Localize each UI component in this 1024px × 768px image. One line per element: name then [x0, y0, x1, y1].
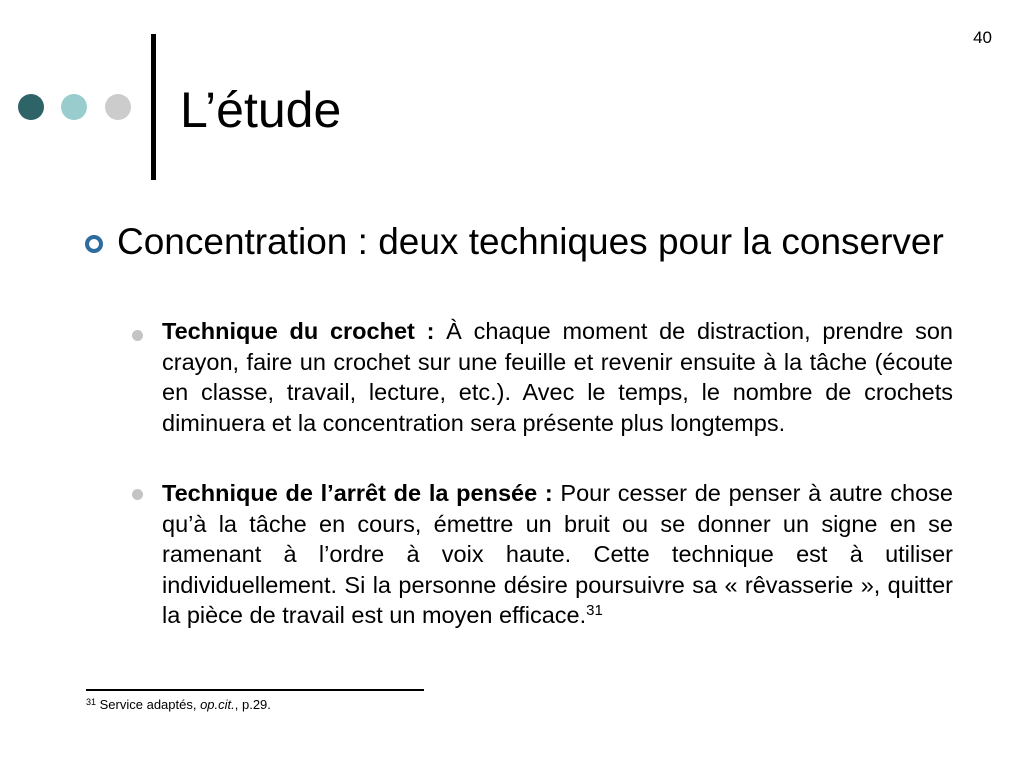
footnote-text-before: Service adaptés, — [96, 697, 201, 712]
technique-arret-pensee — [162, 478, 953, 631]
technique-arret-text: Pour cesser de penser à autre chose qu’à la tâche en cours, émettre un bruit ou se donner un signe en se ramenant à l’ordre à voix haute. Cette technique est à utiliser individuellement. Si la personne désire poursuivre sa « rêvasserie », quitter la pièce de travail est un moyen efficace. — [162, 480, 953, 628]
sub-bullet-icon — [132, 330, 143, 341]
technique-crochet-text: À chaque moment de distraction, prendre son crayon, faire un crochet sur une feuille et revenir ensuite à la tâche (écoute en classe, travail, lecture, etc.). Avec le temps, le nombre de crochets diminuera et la concentration sera présente plus longtemps. — [162, 318, 953, 436]
sub-bullet-icon — [132, 489, 143, 500]
footnote-reference: 31 — [586, 602, 603, 619]
footnote — [86, 697, 271, 713]
title-divider — [151, 34, 156, 180]
footnote-separator — [86, 689, 424, 691]
footnote-text-after: , p.29. — [234, 697, 271, 712]
slide-title: L’étude — [180, 82, 342, 138]
decorative-dot-dark — [18, 94, 44, 120]
technique-crochet — [162, 316, 953, 438]
technique-crochet-label: Technique du crochet : — [162, 318, 435, 344]
slide-number: 40 — [973, 28, 992, 47]
decorative-dot-light — [105, 94, 131, 120]
technique-arret-label: Technique de l’arrêt de la pensée : — [162, 480, 553, 506]
ring-bullet-icon — [85, 235, 103, 253]
decorative-dot-mid — [61, 94, 87, 120]
footnote-italic: op.cit. — [200, 697, 235, 712]
main-point-text: Concentration : deux techniques pour la conserver — [117, 221, 944, 262]
footnote-number: 31 — [86, 697, 97, 707]
